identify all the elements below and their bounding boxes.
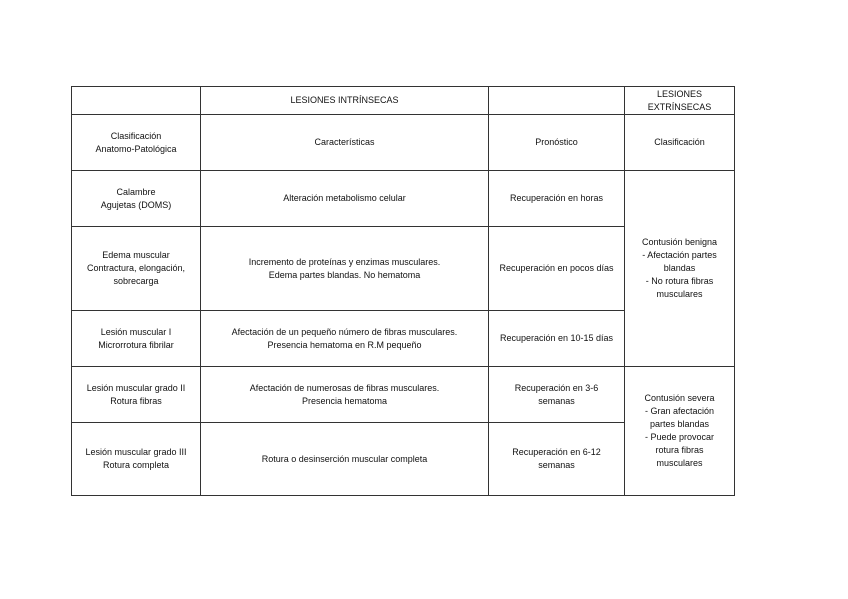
row-clasificacion: Calambre Agujetas (DOMS)	[72, 171, 201, 227]
col-clasificacion: Clasificación	[625, 115, 735, 171]
col-pronostico: Pronóstico	[489, 115, 625, 171]
table-row	[72, 171, 735, 227]
row-clasificacion: Edema muscular Contractura, elongación, sobrecarga	[72, 227, 201, 311]
row-pronostico: Recuperación en 6-12 semanas	[489, 423, 625, 496]
row-pronostico: Recuperación en horas	[489, 171, 625, 227]
row-caracteristicas: Alteración metabolismo celular	[201, 171, 489, 227]
header-extrinsecas: LESIONES EXTRÍNSECAS	[625, 87, 735, 115]
lesiones-table	[71, 86, 735, 496]
column-headers-row	[72, 115, 735, 171]
col-caracteristicas: Características	[201, 115, 489, 171]
row-pronostico: Recuperación en pocos días	[489, 227, 625, 311]
col-clasificacion-ap: Clasificación Anatomo-Patológica	[72, 115, 201, 171]
header-empty-cell	[489, 87, 625, 115]
contusion-benigna-cell: Contusión benigna - Afectación partes blandas - No rotura fibras musculares	[625, 171, 735, 367]
table-row	[72, 367, 735, 423]
header-intrinsecas: LESIONES INTRÍNSECAS	[201, 87, 489, 115]
row-clasificacion: Lesión muscular grado III Rotura completa	[72, 423, 201, 496]
row-pronostico: Recuperación en 10-15 días	[489, 311, 625, 367]
row-caracteristicas: Afectación de numerosas de fibras musculares. Presencia hematoma	[201, 367, 489, 423]
row-clasificacion: Lesión muscular grado II Rotura fibras	[72, 367, 201, 423]
row-caracteristicas: Rotura o desinserción muscular completa	[201, 423, 489, 496]
row-caracteristicas: Afectación de un pequeño número de fibras musculares. Presencia hematoma en R.M pequeño	[201, 311, 489, 367]
row-caracteristicas: Incremento de proteínas y enzimas musculares. Edema partes blandas. No hematoma	[201, 227, 489, 311]
row-clasificacion: Lesión muscular I Microrrotura fibrilar	[72, 311, 201, 367]
contusion-severa-cell: Contusión severa - Gran afectación partes blandas - Puede provocar rotura fibras musculares	[625, 367, 735, 496]
row-pronostico: Recuperación en 3-6 semanas	[489, 367, 625, 423]
header-row	[72, 87, 735, 115]
header-empty-cell	[72, 87, 201, 115]
